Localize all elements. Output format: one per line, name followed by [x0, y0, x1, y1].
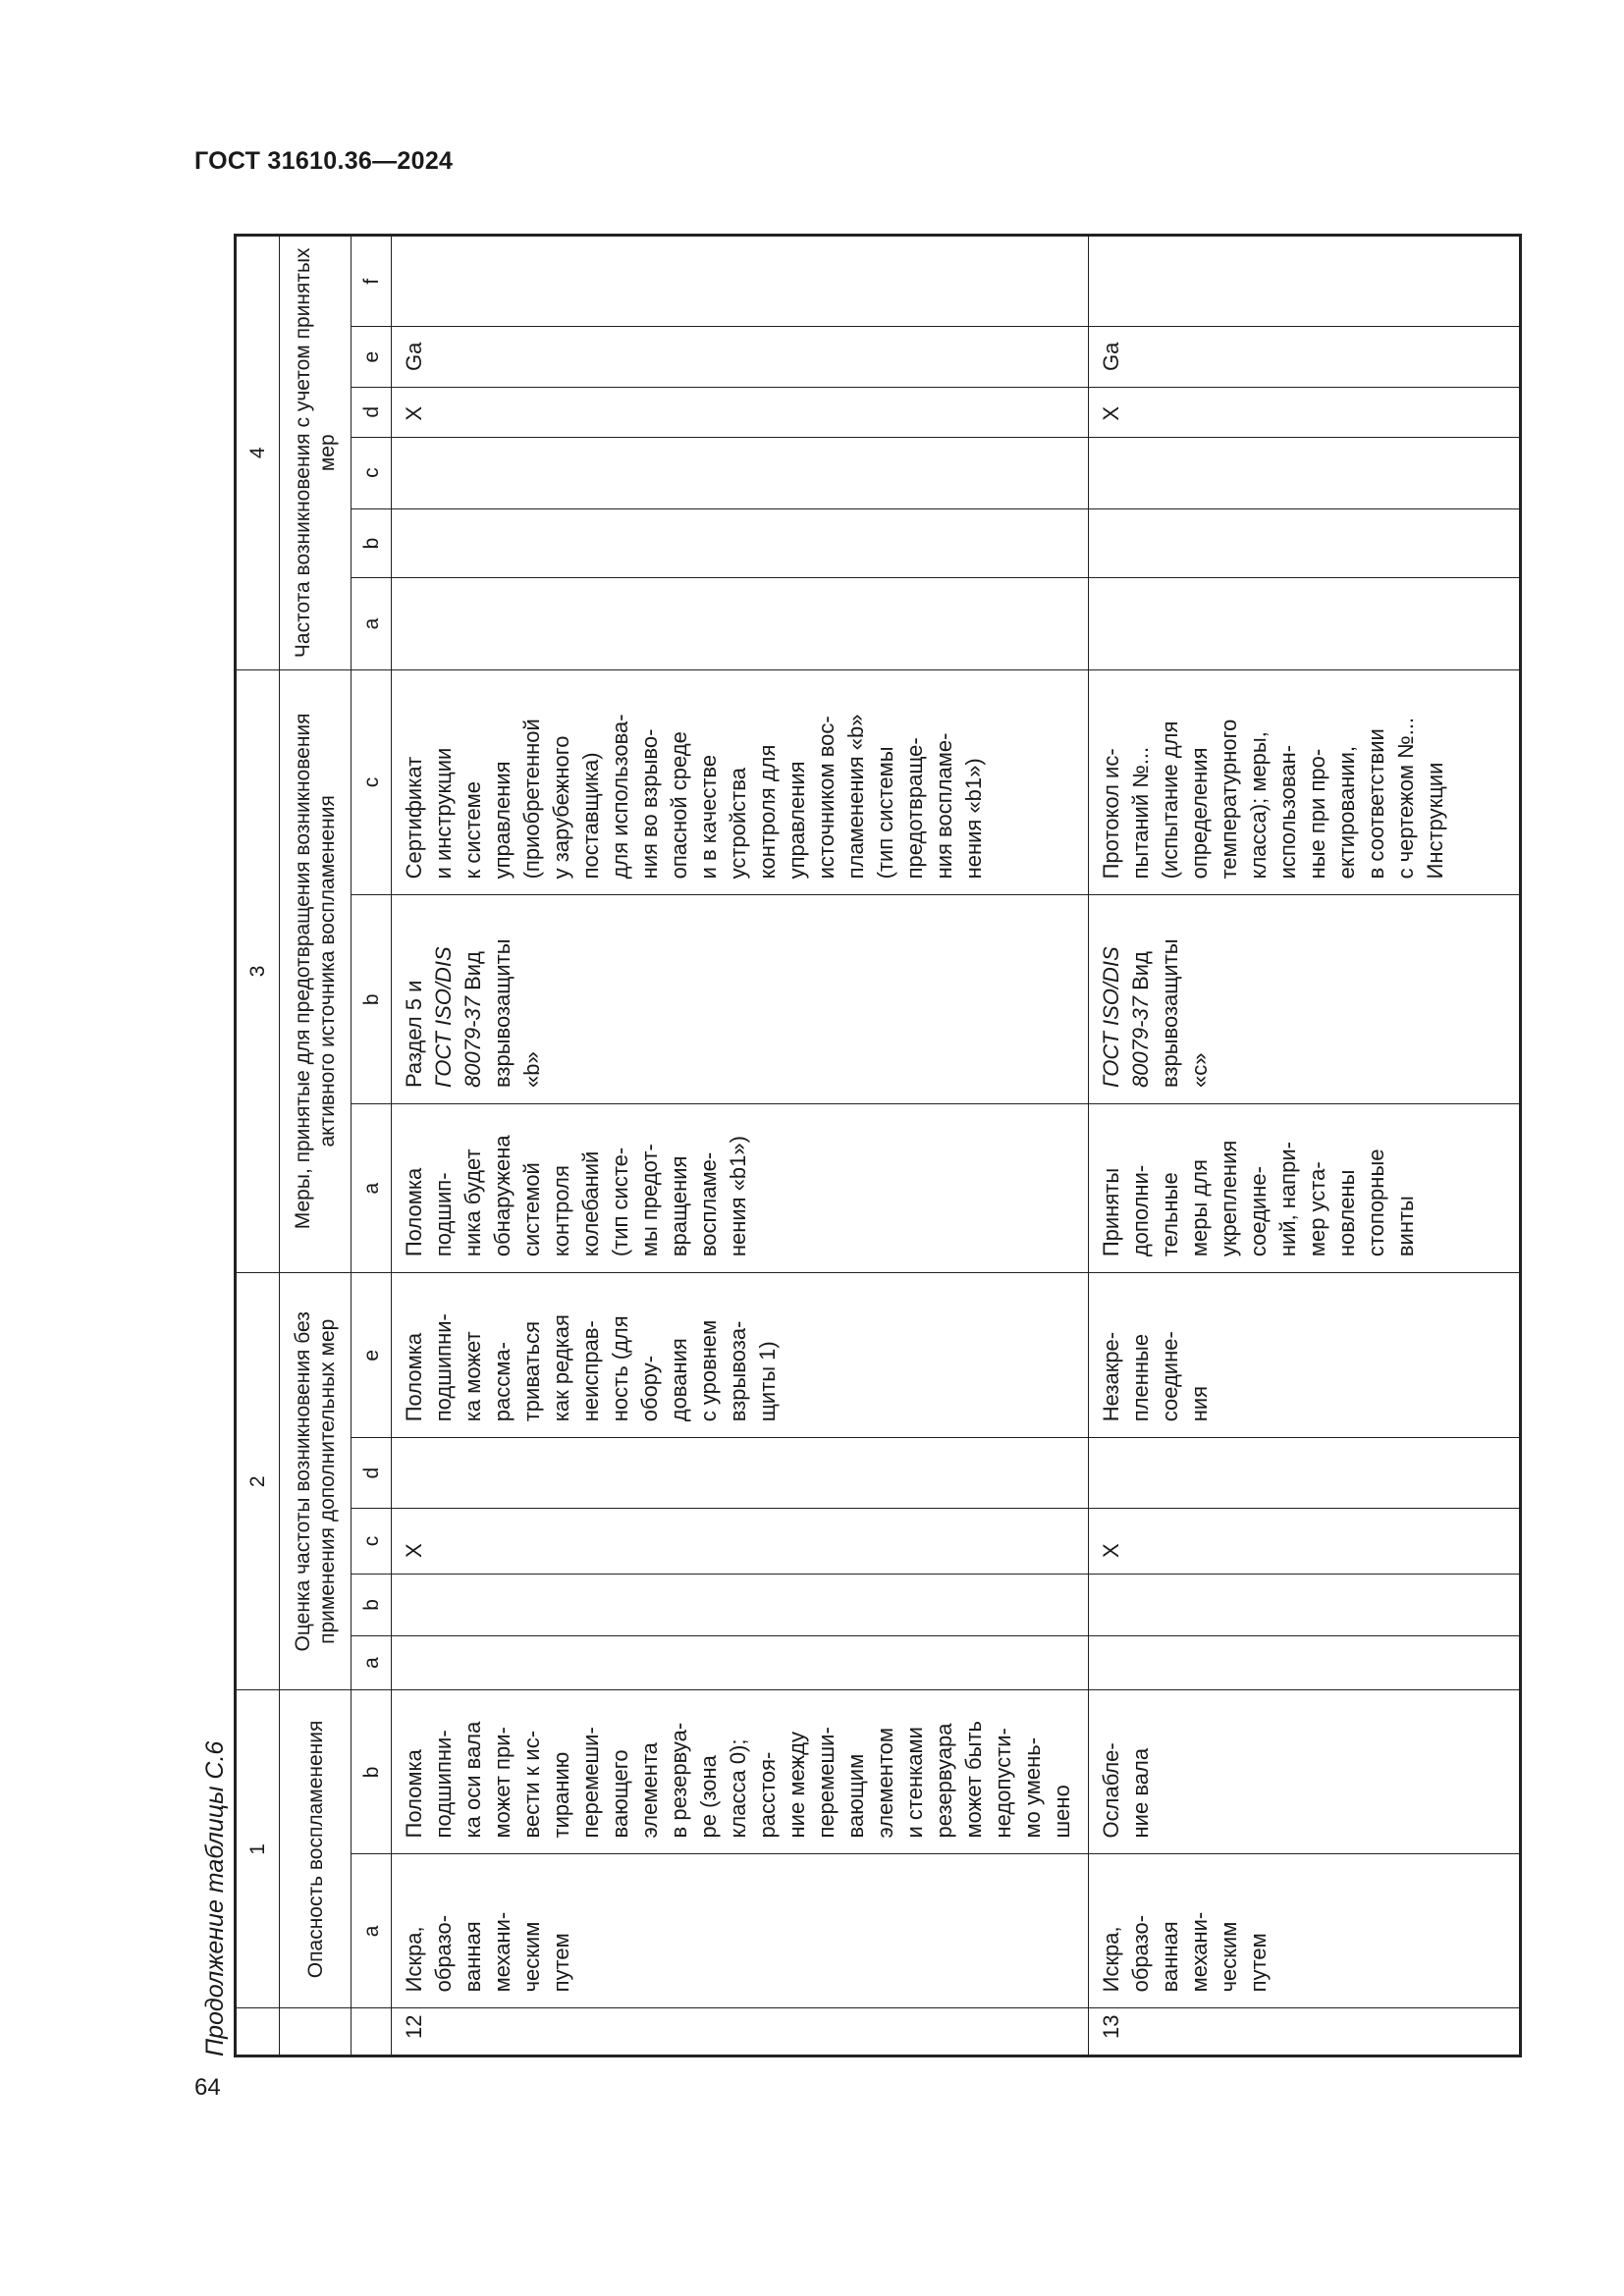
- group-title-measures-applied: Меры, принятые для предотвращения возникновения активного источника воспламенения: [280, 669, 352, 1273]
- cell-num: 13: [1089, 2008, 1521, 2056]
- cell-text-line: перемеши-: [578, 1727, 603, 1839]
- cell-text-line: использован-: [1275, 744, 1300, 880]
- sub-header-1a: a: [352, 1854, 392, 2008]
- cell-text-line: нения «b1»): [726, 1136, 750, 1257]
- cell-text-line: управления: [490, 761, 514, 880]
- cell-text-line: соедине-: [1158, 1331, 1182, 1422]
- sub-header-4b: b: [352, 508, 392, 578]
- cell-text-line: класса 0);: [726, 1738, 750, 1839]
- cell-g4e: Ga: [1089, 327, 1521, 388]
- cell-g1b: [1089, 1690, 1521, 1854]
- cell-g2a: [392, 1635, 1089, 1690]
- cell-text-line: поставщика): [578, 752, 603, 880]
- cell-text-line: ванная: [1158, 1921, 1182, 1993]
- cell-text-line: путем: [549, 1933, 573, 1993]
- cell-text-line: элемента: [637, 1742, 662, 1839]
- cell-g2e: [1089, 1273, 1521, 1438]
- cell-text-line: вращения: [667, 1155, 691, 1257]
- cell-text-line: у зарубежного: [549, 735, 573, 880]
- cell-text-line: ка может: [460, 1331, 485, 1422]
- cell-text-line: (испытание для: [1158, 721, 1182, 880]
- sub-header-4e: e: [352, 327, 392, 388]
- sub-header-3b: b: [352, 895, 392, 1104]
- cell-text-line: путем: [1246, 1933, 1271, 1993]
- cell-g4d: X: [392, 388, 1089, 438]
- cell-text-line: ние вала: [1128, 1747, 1153, 1839]
- cell-g3b: [1089, 895, 1521, 1104]
- cell-text-line: Искра,: [402, 1926, 426, 1993]
- cell-text-line: механи-: [490, 1911, 514, 1993]
- cell-g1a: [1089, 1854, 1521, 2008]
- cell-g3c: [392, 669, 1089, 895]
- cell-text-line: щиты 1): [755, 1341, 780, 1422]
- cell-text-line: ческим: [519, 1921, 544, 1993]
- cell-text-line: ре (зона: [696, 1755, 721, 1839]
- cell-text-line: Протокол ис-: [1099, 748, 1123, 880]
- cell-text-line: ГОСТ ISO/DIS 80079-37: [1099, 946, 1153, 1089]
- rotated-table-container: [234, 234, 1468, 2057]
- group-title-frequency-without-measures: Оценка частоты возникновения без применения дополнительных мер: [280, 1273, 352, 1690]
- cell-text-line: (тип системы: [873, 746, 897, 880]
- cell-text-line: как редкая: [549, 1314, 573, 1422]
- table-body: [392, 236, 1521, 2056]
- cell-text-line: Незакре-: [1099, 1331, 1123, 1422]
- cell-text-line: дополни-: [1128, 1164, 1153, 1257]
- cell-text-line: стопорные: [1364, 1148, 1388, 1257]
- sub-header-4f: f: [352, 236, 392, 327]
- cell-g3a: [392, 1104, 1089, 1273]
- cell-text-line: резервуара: [932, 1723, 956, 1839]
- page-number: 64: [194, 2074, 221, 2101]
- cell-text-line: Искра,: [1099, 1926, 1123, 1993]
- cell-g2c: X: [392, 1509, 1089, 1575]
- cell-text-line: пленные: [1128, 1333, 1153, 1422]
- cell-g3a: [1089, 1104, 1521, 1273]
- cell-text-line: ния воспламе-: [932, 732, 956, 880]
- cell-text-line: и в качестве: [696, 754, 721, 880]
- cell-text-line: шено: [1050, 1785, 1074, 1839]
- group-title-ignition-hazard: Опасность воспламенения: [280, 1690, 352, 2008]
- sub-header-4c: c: [352, 437, 392, 508]
- cell-text-line: Вид взрывозащиты «c»: [1128, 938, 1212, 1089]
- cell-g2e: [392, 1273, 1089, 1438]
- cell-text-line: перемеши-: [814, 1727, 839, 1839]
- cell-text-line: образо-: [431, 1914, 456, 1993]
- cell-g4b: [392, 508, 1089, 578]
- sub-header-4d: d: [352, 388, 392, 438]
- cell-text-line: вести к ис-: [519, 1730, 544, 1839]
- header-empty-corner: [352, 2008, 392, 2056]
- cell-text-line: ГОСТ ISO/DIS 80079-37: [431, 946, 485, 1089]
- cell-text-line: подшип-: [431, 1172, 456, 1257]
- cell-text-line: мы предот-: [637, 1144, 662, 1257]
- cell-text-line: Ослабле-: [1099, 1742, 1123, 1839]
- cell-text-line: ность (для: [608, 1315, 632, 1422]
- cell-text-line: вающим: [843, 1753, 868, 1839]
- cell-text-line: подшипни-: [431, 1313, 456, 1422]
- cell-text-line: воспламе-: [696, 1151, 721, 1257]
- cell-text-line: определения: [1187, 747, 1212, 880]
- cell-text-line: Приняты: [1099, 1167, 1123, 1257]
- sub-header-1b: b: [352, 1690, 392, 1854]
- cell-text-line: Сертификат: [402, 756, 426, 880]
- cell-g4a: [1089, 578, 1521, 669]
- cell-text-line: обору-: [637, 1355, 662, 1422]
- header-empty-corner: [236, 2008, 280, 2056]
- cell-text-line: ванная: [460, 1921, 485, 1993]
- cell-text-line: взрывоза-: [726, 1320, 750, 1422]
- cell-text-line: в резервуа-: [667, 1722, 691, 1839]
- sub-header-3c: c: [352, 669, 392, 895]
- cell-text-line: ние между: [785, 1732, 809, 1839]
- cell-g3b: [392, 895, 1089, 1104]
- group-number-2: 2: [236, 1273, 280, 1690]
- cell-text-line: неисправ-: [578, 1320, 603, 1422]
- cell-text-line: пламенения «b»: [843, 714, 868, 880]
- cell-text-line: управления: [785, 761, 809, 880]
- header-empty-corner: [280, 2008, 352, 2056]
- cell-text-line: Инструкции: [1423, 762, 1447, 880]
- cell-text-line: опасной среде: [667, 731, 691, 880]
- cell-text-line: расстоя-: [755, 1751, 780, 1839]
- cell-g4f: [1089, 236, 1521, 327]
- cell-text-line: температурного: [1217, 719, 1241, 880]
- cell-g3c: [1089, 669, 1521, 895]
- group-number-4: 4: [236, 236, 280, 670]
- cell-g4c: [392, 437, 1089, 508]
- cell-text-line: ектировании,: [1334, 745, 1359, 880]
- cell-text-line: ний, напри-: [1275, 1142, 1300, 1257]
- cell-g2d: [1089, 1438, 1521, 1509]
- cell-text-line: мо умень-: [1020, 1736, 1045, 1839]
- cell-g2d: [392, 1438, 1089, 1509]
- cell-text-line: класса); меры,: [1246, 731, 1271, 880]
- cell-text-line: Поломка: [402, 1167, 426, 1257]
- cell-g2c: X: [1089, 1509, 1521, 1575]
- group-title-frequency-with-measures: Частота возникновения с учетом принятых мер: [280, 236, 352, 670]
- cell-g4e: Ga: [392, 327, 1089, 388]
- cell-g4b: [1089, 508, 1521, 578]
- cell-text-line: триваться: [519, 1321, 544, 1422]
- sub-header-2b: b: [352, 1574, 392, 1635]
- cell-text-line: меры для: [1187, 1159, 1212, 1257]
- cell-g1b: [392, 1690, 1089, 1854]
- cell-text-line: колебаний: [578, 1150, 603, 1257]
- sub-header-2a: a: [352, 1635, 392, 1690]
- cell-text-line: укрепления: [1217, 1140, 1241, 1257]
- cell-text-line: контроля для: [755, 744, 780, 880]
- table-row: [1089, 236, 1521, 2056]
- cell-text-line: для использова-: [608, 714, 632, 880]
- document-title: ГОСТ 31610.36—2024: [194, 147, 454, 175]
- cell-text-line: недопусти-: [991, 1728, 1015, 1839]
- cell-g2b: [392, 1574, 1089, 1635]
- group-number-1: 1: [236, 1690, 280, 2008]
- cell-text-line: устройства: [726, 768, 750, 880]
- cell-text-line: ка оси вала: [460, 1721, 485, 1839]
- cell-text-line: и стенками: [902, 1727, 927, 1839]
- cell-text-line: ния во взрыво-: [637, 728, 662, 880]
- cell-g4d: X: [1089, 388, 1521, 438]
- cell-g2b: [1089, 1574, 1521, 1635]
- cell-text-line: Раздел 5 и: [402, 980, 426, 1089]
- cell-text-line: к системе: [460, 780, 485, 880]
- cell-num: 12: [392, 2008, 1089, 2056]
- cell-text-line: в соответствии: [1364, 728, 1388, 880]
- cell-text-line: может быть: [961, 1720, 986, 1839]
- table-c6-continuation: [234, 234, 1522, 2057]
- sub-header-2c: c: [352, 1509, 392, 1575]
- cell-g2a: [1089, 1635, 1521, 1690]
- cell-text-line: ческим: [1217, 1921, 1241, 1993]
- table-caption: Продолжение таблицы С.6: [201, 1740, 229, 2056]
- cell-text-line: тиранию: [549, 1751, 573, 1839]
- cell-text-line: с уровнем: [696, 1319, 721, 1422]
- sub-header-3a: a: [352, 1104, 392, 1273]
- cell-text-line: ния: [1187, 1385, 1212, 1422]
- cell-text-line: ника будет: [460, 1148, 485, 1257]
- cell-text-line: системой: [519, 1162, 544, 1257]
- sub-header-4a: a: [352, 578, 392, 669]
- cell-text-line: и инструкции: [431, 747, 456, 880]
- cell-text-line: вающего: [608, 1749, 632, 1839]
- cell-text-line: источником вос-: [814, 716, 839, 880]
- cell-text-line: элементом: [873, 1727, 897, 1839]
- group-number-3: 3: [236, 669, 280, 1273]
- sub-header-2d: d: [352, 1438, 392, 1509]
- cell-text-line: Поломка: [402, 1332, 426, 1422]
- table-row: [392, 236, 1089, 2056]
- cell-text-line: образо-: [1128, 1914, 1153, 1993]
- cell-text-line: ные при про-: [1305, 748, 1329, 880]
- cell-text-line: с чертежом №...: [1393, 717, 1418, 880]
- cell-text-line: тельные: [1158, 1172, 1182, 1257]
- cell-text-line: обнаружена: [490, 1135, 514, 1257]
- cell-text-line: может при-: [490, 1727, 514, 1839]
- cell-text-line: контроля: [549, 1165, 573, 1257]
- cell-text-line: мер уста-: [1305, 1161, 1329, 1257]
- cell-g4a: [392, 578, 1089, 669]
- cell-text-line: соедине-: [1246, 1166, 1271, 1257]
- cell-text-line: предотвраще-: [902, 737, 927, 880]
- cell-text-line: (тип систе-: [608, 1147, 632, 1257]
- cell-text-line: рассма-: [490, 1342, 514, 1422]
- cell-text-line: Вид взрывозащиты «b»: [460, 938, 544, 1089]
- cell-g1a: [392, 1854, 1089, 2008]
- sub-header-2e: e: [352, 1273, 392, 1438]
- cell-text-line: подшипни-: [431, 1730, 456, 1839]
- cell-text-line: винты: [1393, 1196, 1418, 1257]
- cell-text-line: нения «b1»): [961, 758, 986, 880]
- cell-text-line: пытаний №...: [1128, 746, 1153, 880]
- cell-g4f: [392, 236, 1089, 327]
- cell-g4c: [1089, 437, 1521, 508]
- cell-text-line: новлены: [1334, 1169, 1359, 1257]
- cell-text-line: дования: [667, 1338, 691, 1422]
- cell-text-line: механи-: [1187, 1911, 1212, 1993]
- cell-text-line: (приобретенной: [519, 719, 544, 880]
- cell-text-line: Поломка: [402, 1749, 426, 1839]
